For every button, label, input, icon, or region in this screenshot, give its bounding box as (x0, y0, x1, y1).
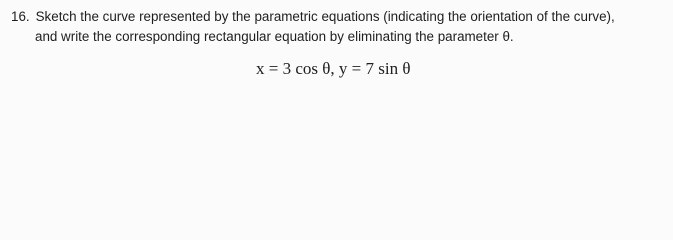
parametric-equations: x = 3 cos θ, y = 7 sin θ (256, 59, 411, 78)
problem-number: 16. (11, 9, 30, 24)
problem-statement-line-1 (11, 9, 615, 25)
problem-text-line-2: and write the corresponding rectangular equation by eliminating the parameter θ. (35, 29, 514, 44)
problem-text-line-1: Sketch the curve represented by the parametric equations (indicating the orientation of the curve), (35, 9, 615, 24)
